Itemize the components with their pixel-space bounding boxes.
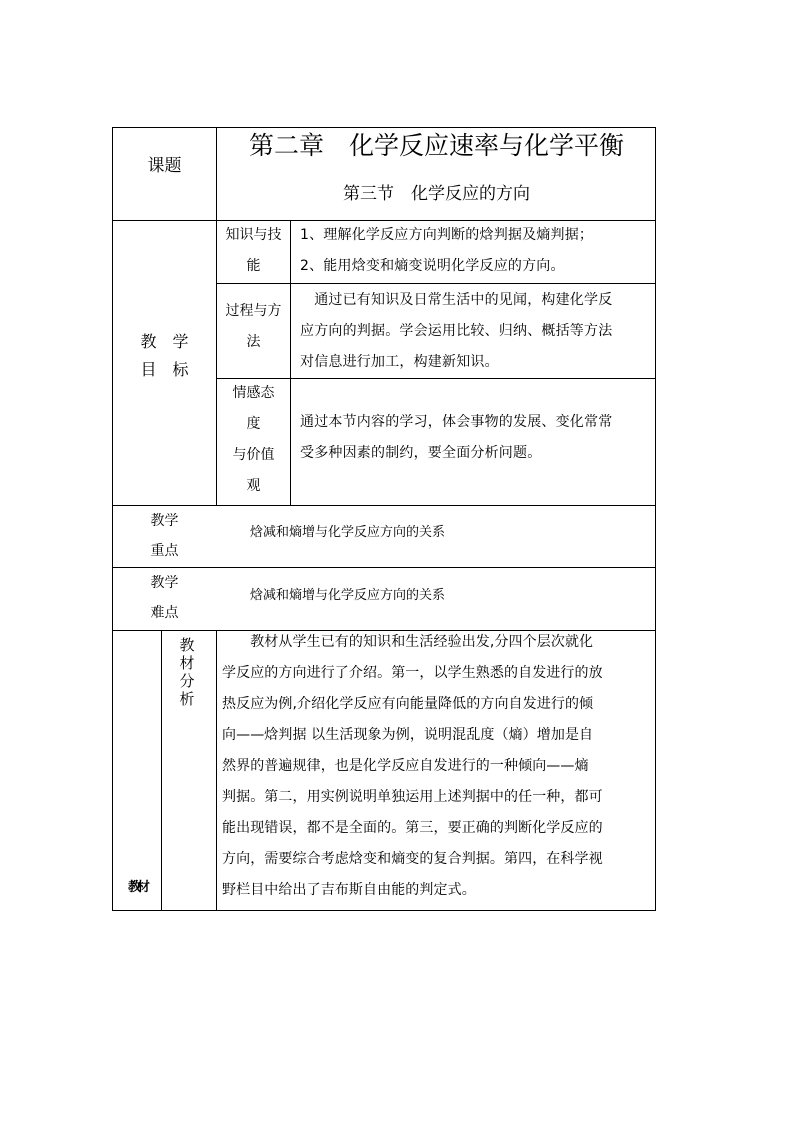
analysis-line: 学反应的方向进行了介绍。第一，以学生熟悉的自发进行的放 [222, 665, 603, 681]
emotion-content [300, 407, 652, 469]
emotion-label [217, 378, 290, 502]
key-point-label-line1: 教学 [150, 513, 179, 529]
emotion-label-line: 情感态 [232, 385, 275, 401]
column-divider-analysis-inner [161, 630, 162, 911]
key-point-label-line2: 重点 [150, 543, 179, 559]
process-content [300, 285, 652, 378]
key-point-text: 焓减和熵增与化学反应方向的关系 [250, 525, 446, 540]
objectives-label-line1: 教 学 [140, 332, 189, 351]
analysis-content [222, 627, 654, 906]
process-label-line1: 过程与方 [225, 303, 282, 319]
analysis-line: 向——焓判据 以生活现象为例，说明混乱度（熵）增加是自 [222, 727, 594, 743]
knowledge-label [217, 220, 290, 282]
analysis-line: 判据。第二，用实例说明单独运用上述判据中的任一种，都可 [222, 789, 603, 805]
knowledge-content [300, 220, 652, 282]
table-border-bottom [112, 910, 656, 911]
analysis-line: 方向，需要综合考虑焓变和熵变的复合判据。第四，在科学视 [222, 851, 603, 867]
analysis-line: 热反应为例,介绍化学反应有向能量降低的方向自发进行的倾 [222, 696, 594, 712]
topic-label: 课题 [147, 156, 182, 176]
difficulty-label [113, 568, 216, 628]
objectives-label-line2: 目 标 [140, 360, 189, 379]
difficulty-text: 焓减和熵增与化学反应方向的关系 [250, 588, 446, 603]
table-border-right [655, 127, 656, 911]
emotion-line: 通过本节内容的学习，体会事物的发展、变化常常 [300, 414, 613, 430]
process-label [217, 296, 290, 358]
analysis-label-char: 析 [179, 690, 195, 708]
analysis-line: 能出现错误，都不是全面的。第三，要正确的判断化学反应的 [222, 820, 603, 836]
section-title: 第三节 化学反应的方向 [343, 184, 530, 204]
knowledge-label-line1: 知识与技 [225, 227, 282, 243]
emotion-line: 受多种因素的制约，要全面分析问题。 [300, 445, 542, 461]
key-point-label [113, 506, 216, 566]
analysis-line: 教材从学生已有的知识和生活经验出发,分四个层次就化 [222, 634, 594, 650]
analysis-line: 然界的普遍规律，也是化学反应自发进行的一种倾向——熵 [222, 758, 589, 774]
process-line: 应方向的判据。学会运用比较、归纳、概括等方法 [300, 323, 613, 339]
difficulty-label-line2: 难点 [150, 605, 179, 621]
emotion-label-line: 与价值 [232, 447, 275, 463]
process-label-line2: 法 [246, 334, 261, 350]
emotion-label-line: 度 [246, 416, 261, 432]
analysis-line: 野栏目中给出了吉布斯自由能的判定式。 [222, 882, 476, 898]
column-divider-sublabel [290, 220, 291, 506]
row-divider-knowledge [217, 283, 656, 284]
knowledge-line: 1、理解化学反应方向判断的焓判据及熵判据； [300, 227, 594, 243]
column-divider-analysis [216, 630, 217, 911]
analysis-label-char: 材 [179, 654, 195, 672]
process-line: 对信息进行加工，构建新知识。 [300, 354, 499, 370]
table-border-top [112, 127, 656, 128]
analysis-label-char: 分 [179, 672, 195, 690]
analysis-label [176, 636, 198, 708]
process-line: 通过已有知识及日常生活中的见闻，构建化学反 [300, 292, 613, 308]
knowledge-label-line2: 能 [246, 258, 261, 274]
chapter-title: 第二章 化学反应速率与化学平衡 [248, 131, 624, 160]
analysis-label-char: 教 [179, 636, 195, 654]
analysis-outer-label: 教材 [127, 880, 146, 895]
objectives-label [113, 328, 216, 384]
emotion-label-line: 观 [246, 478, 261, 494]
difficulty-label-line1: 教学 [150, 575, 179, 591]
knowledge-line: 2、能用焓变和熵变说明化学反应的方向。 [300, 258, 565, 274]
